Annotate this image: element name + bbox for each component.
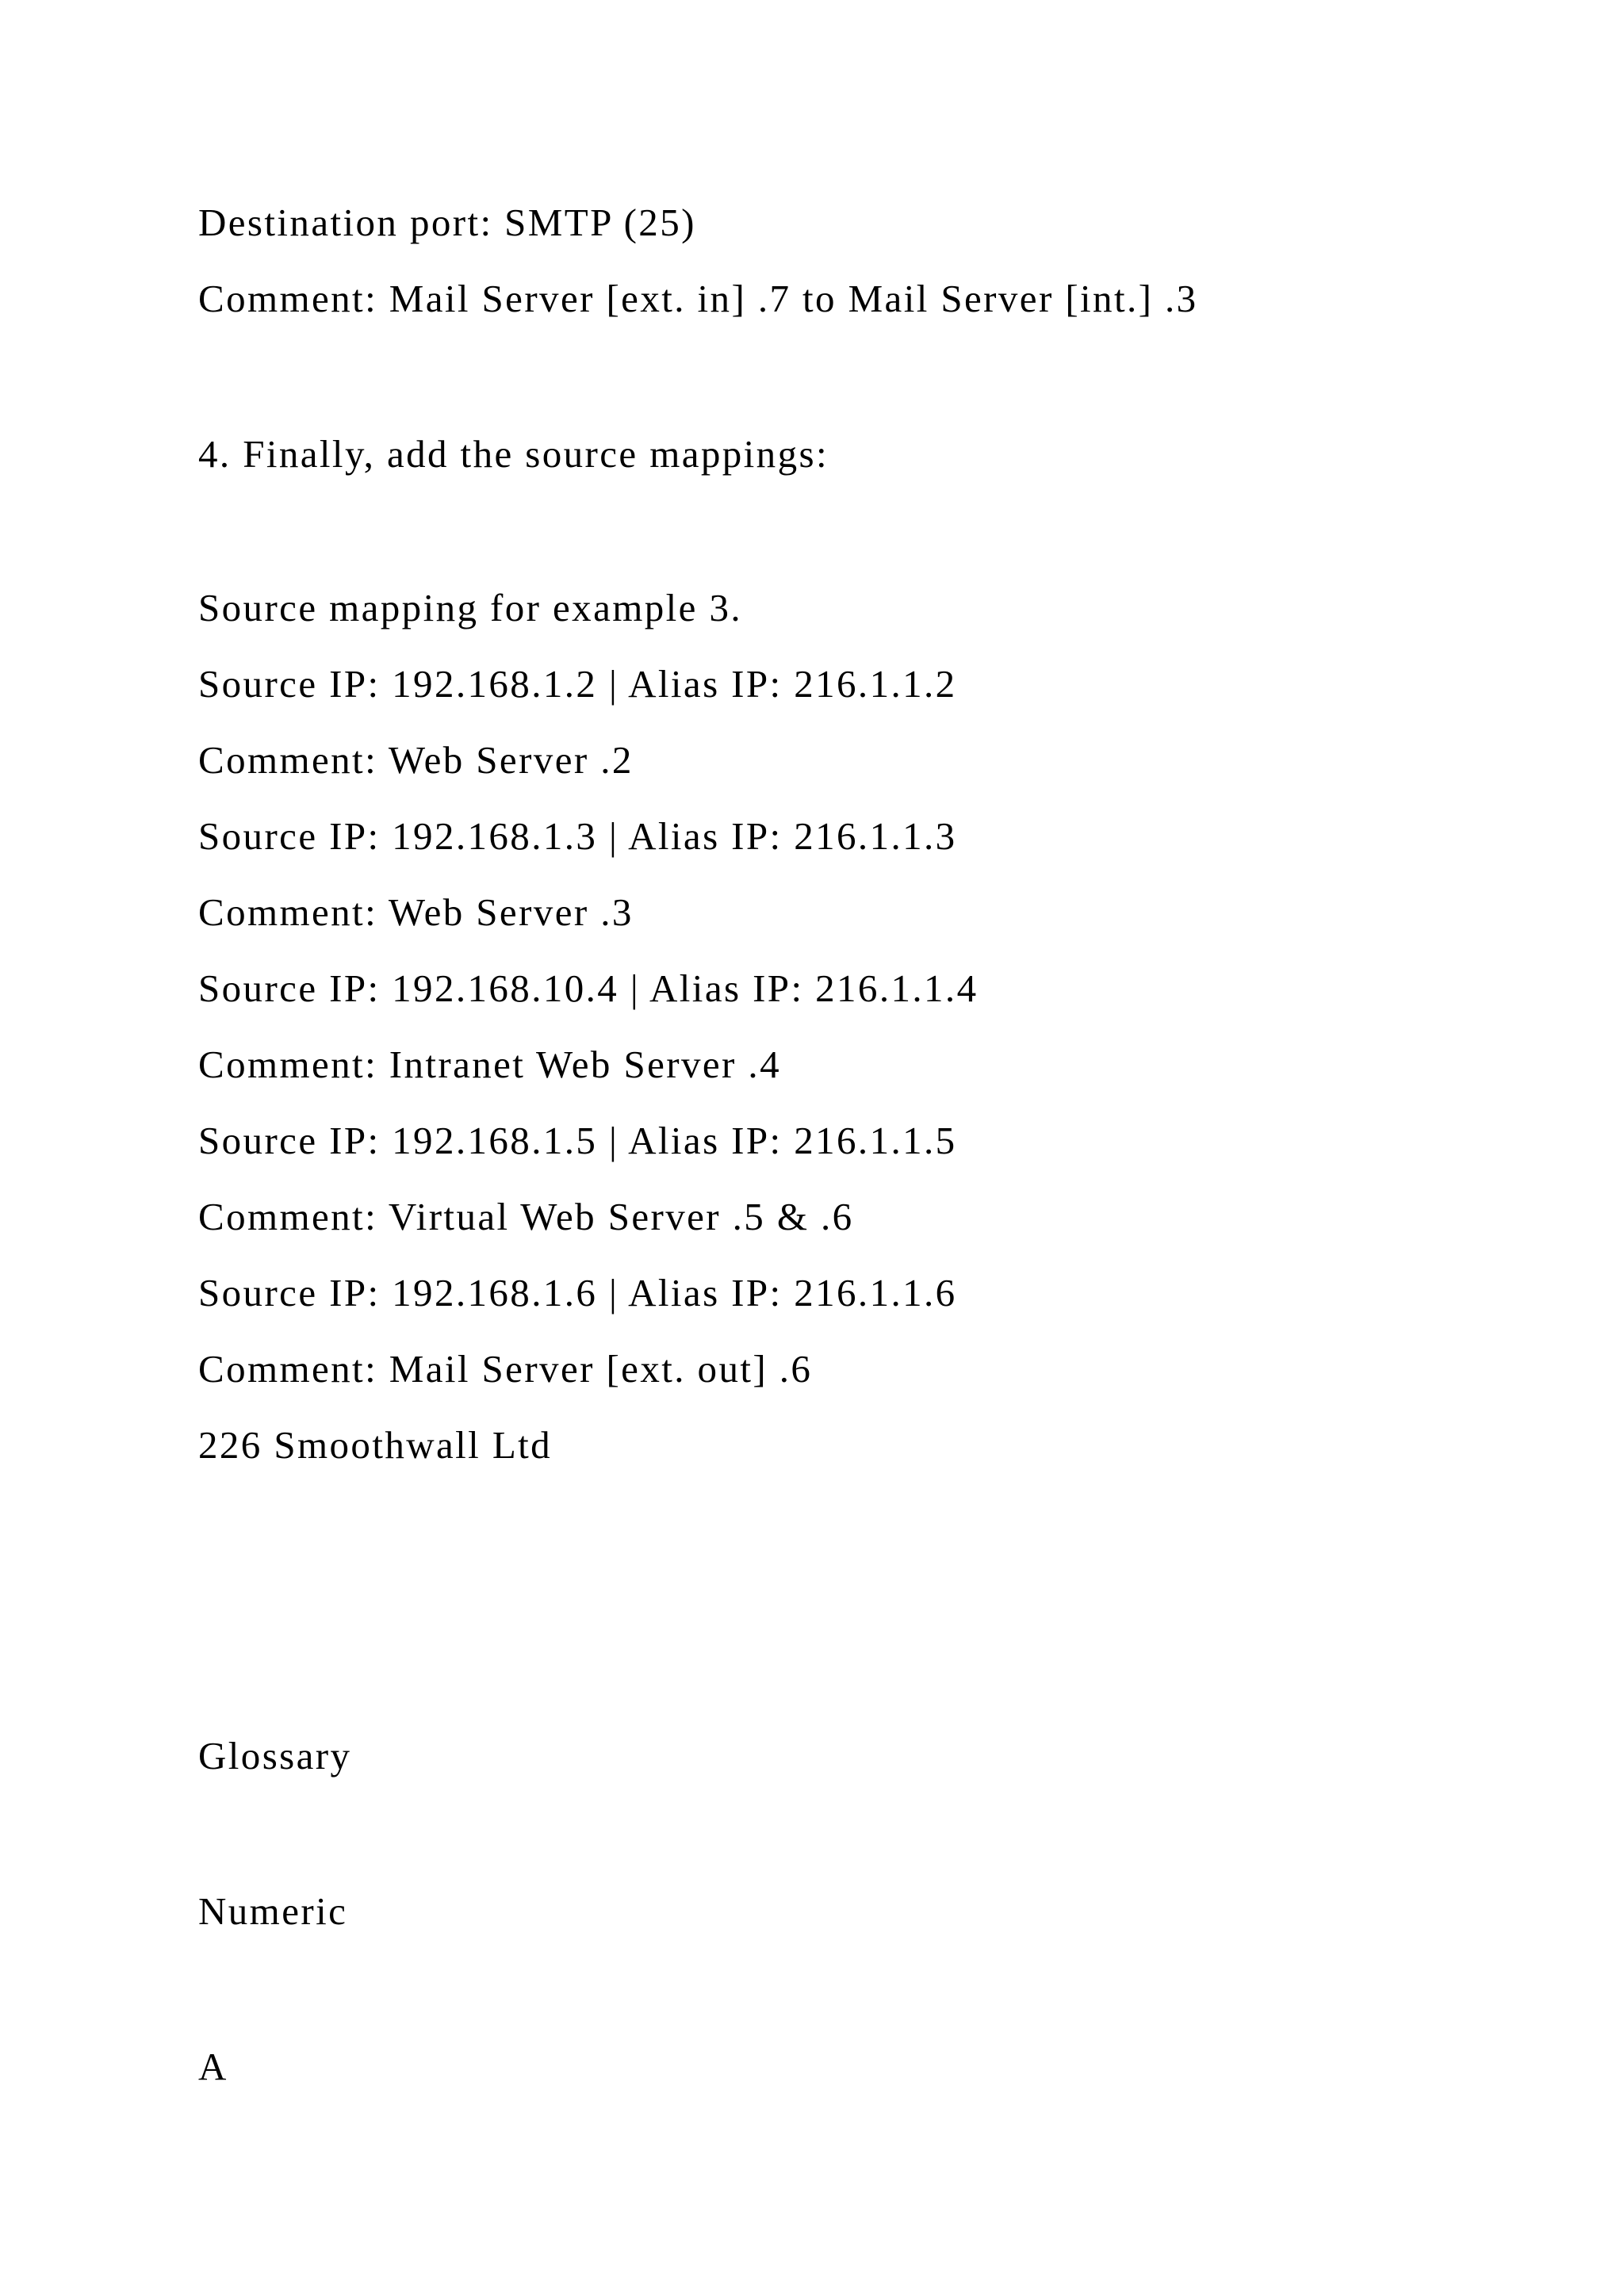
text-line-source-mapping-heading: Source mapping for example 3.: [198, 586, 742, 629]
text-line-comment-virtual-web-server: Comment: Virtual Web Server .5 & .6: [198, 1195, 854, 1238]
text-line-source-ip-6: Source IP: 192.168.1.6 | Alias IP: 216.1.1.6: [198, 1271, 957, 1314]
text-line-comment-mail-server-ext-out: Comment: Mail Server [ext. out] .6: [198, 1347, 813, 1391]
text-line-comment-web-server-2: Comment: Web Server .2: [198, 738, 634, 782]
section-heading-numeric: Numeric: [198, 1889, 348, 1933]
page-footer: 226 Smoothwall Ltd: [198, 1423, 553, 1467]
text-line-destination-port: Destination port: SMTP (25): [198, 201, 696, 244]
text-line-source-ip-2: Source IP: 192.168.1.2 | Alias IP: 216.1.1.2: [198, 662, 957, 706]
text-line-comment-mail-server: Comment: Mail Server [ext. in] .7 to Mail Server [int.] .3: [198, 277, 1198, 320]
text-line-comment-web-server-3: Comment: Web Server .3: [198, 890, 634, 934]
text-line-source-ip-5: Source IP: 192.168.1.5 | Alias IP: 216.1.1.5: [198, 1119, 957, 1162]
text-line-step-4: 4. Finally, add the source mappings:: [198, 432, 829, 476]
section-heading-glossary: Glossary: [198, 1734, 352, 1777]
text-line-comment-intranet-web-server: Comment: Intranet Web Server .4: [198, 1043, 781, 1086]
text-line-source-ip-4: Source IP: 192.168.10.4 | Alias IP: 216.1.1.4: [198, 966, 979, 1010]
section-heading-a: A: [198, 2045, 228, 2088]
text-line-source-ip-3: Source IP: 192.168.1.3 | Alias IP: 216.1.1.3: [198, 814, 957, 858]
